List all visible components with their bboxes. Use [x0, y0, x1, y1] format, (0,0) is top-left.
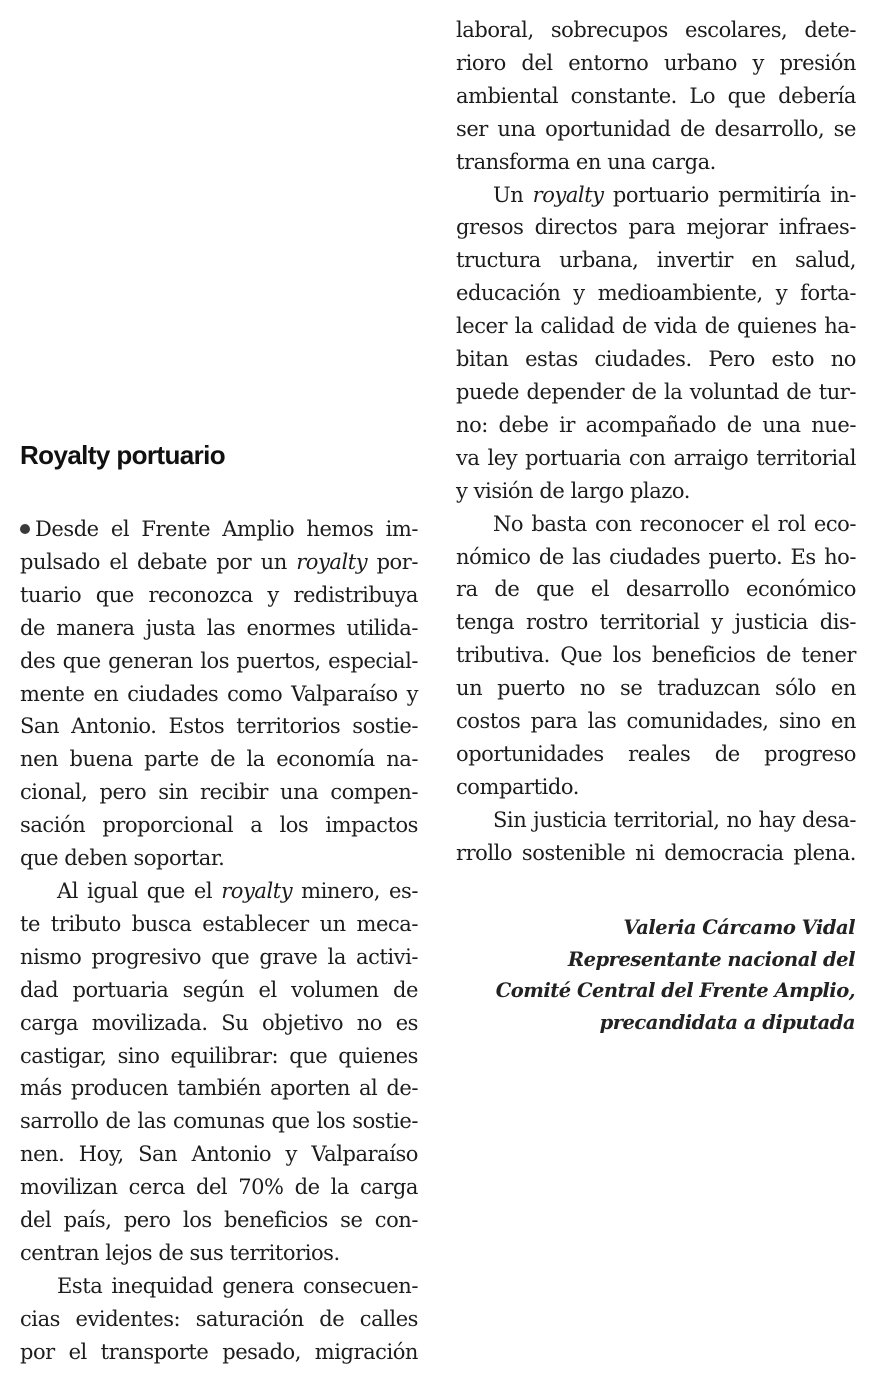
paragraph-line: no: debe ir acompañado de una nue-: [456, 412, 856, 437]
paragraph-line: Desde el Frente Amplio hemos im-: [20, 513, 418, 546]
paragraph-line: des que generan los puertos, especial-: [20, 648, 418, 673]
paragraph-line: tuario que reconozca y redistribuya: [20, 582, 418, 607]
paragraph-line: Al igual que el royalty minero, es-: [57, 878, 418, 903]
paragraph-line: puede depender de la voluntad de tur-: [456, 379, 856, 404]
paragraph-line: pulsado el debate por un royalty por-: [20, 549, 418, 574]
paragraph-line: ambiental constante. Lo que debería: [456, 83, 856, 108]
author-role: precandidata a diputada: [599, 1010, 855, 1034]
paragraph-line: cias evidentes: saturación de calles: [20, 1306, 418, 1331]
paragraph-line: ra de que el desarrollo económico: [456, 577, 856, 602]
paragraph-line: nismo progresivo que grave la activi-: [20, 944, 418, 969]
author-signature: [435, 912, 855, 1038]
paragraph-line: San Antonio. Estos territorios sostie-: [20, 714, 418, 739]
paragraph-line: y visión de largo plazo.: [456, 478, 690, 503]
paragraph-line: por el transporte pesado, migración: [20, 1339, 418, 1364]
paragraph-line: de manera justa las enormes utilida-: [20, 615, 418, 640]
right-text-column: [456, 14, 856, 870]
paragraph-line: tributiva. Que los beneficios de tener: [456, 643, 856, 668]
paragraph-line: tructura urbana, invertir en salud,: [456, 248, 856, 273]
paragraph-line: compartido.: [456, 774, 579, 799]
paragraph-line: transforma en una carga.: [456, 149, 716, 174]
paragraph-line: sarrollo de las comunas que los sostie-: [20, 1109, 418, 1134]
paragraph-line: gresos directos para mejorar infraes-: [456, 215, 856, 240]
paragraph-line: movilizan cerca del 70% de la carga: [20, 1175, 418, 1200]
paragraph-line: Esta inequidad genera consecuen-: [57, 1273, 418, 1298]
paragraph-line: No basta con reconocer el rol eco-: [493, 511, 856, 536]
paragraph-line: más producen también aporten al de-: [20, 1076, 418, 1101]
left-text-column: [20, 513, 418, 1369]
paragraph-line: Un royalty portuario permitiría in-: [493, 182, 856, 207]
paragraph-line: nen buena parte de la economía na-: [20, 747, 418, 772]
paragraph-line: que deben soportar.: [20, 846, 225, 871]
paragraph-line: cional, pero sin recibir una compen-: [20, 780, 418, 805]
paragraph-line: te tributo busca establecer un meca-: [20, 911, 418, 936]
paragraph-line: va ley portuaria con arraigo territorial: [456, 445, 856, 470]
paragraph-line: oportunidades reales de progreso: [456, 741, 856, 766]
paragraph-line: educación y medioambiente, y forta-: [456, 281, 856, 306]
author-name: Valeria Cárcamo Vidal: [623, 916, 855, 939]
paragraph-line: mente en ciudades como Valparaíso y: [20, 681, 418, 706]
section-heading: Royalty portuario: [20, 440, 226, 470]
paragraph-line: tenga rostro territorial y justicia dis-: [456, 610, 856, 635]
paragraph-line: un puerto no se traduzcan sólo en: [456, 676, 856, 701]
paragraph-line: rrollo sostenible ni democracia plena.: [456, 840, 856, 865]
paragraph-line: castigar, sino equilibrar: que quienes: [20, 1043, 418, 1068]
paragraph-line: centran lejos de sus territorios.: [20, 1240, 340, 1265]
paragraph-line: nen. Hoy, San Antonio y Valparaíso: [20, 1142, 418, 1167]
paragraph-line: costos para las comunidades, sino en: [456, 709, 856, 734]
bullet-icon: [20, 524, 30, 534]
paragraph-line: sación proporcional a los impactos: [20, 813, 418, 838]
paragraph-line: ser una oportunidad de desarrollo, se: [456, 116, 856, 141]
paragraph-line: Sin justicia territorial, no hay desa-: [493, 807, 856, 832]
paragraph-line: rioro del entorno urbano y presión: [456, 50, 856, 75]
paragraph-line: lecer la calidad de vida de quienes ha-: [456, 314, 856, 339]
paragraph-line: bitan estas ciudades. Pero esto no: [456, 347, 856, 372]
author-role: Representante nacional del: [567, 947, 855, 971]
paragraph-line: laboral, sobrecupos escolares, dete-: [456, 18, 856, 42]
author-role: Comité Central del Frente Amplio,: [495, 979, 855, 1002]
paragraph-line: del país, pero los beneficios se con-: [20, 1208, 418, 1233]
paragraph-line: nómico de las ciudades puerto. Es ho-: [456, 544, 856, 569]
paragraph-line: carga movilizada. Su objetivo no es: [20, 1010, 418, 1035]
paragraph-line: dad portuaria según el volumen de: [20, 977, 418, 1002]
